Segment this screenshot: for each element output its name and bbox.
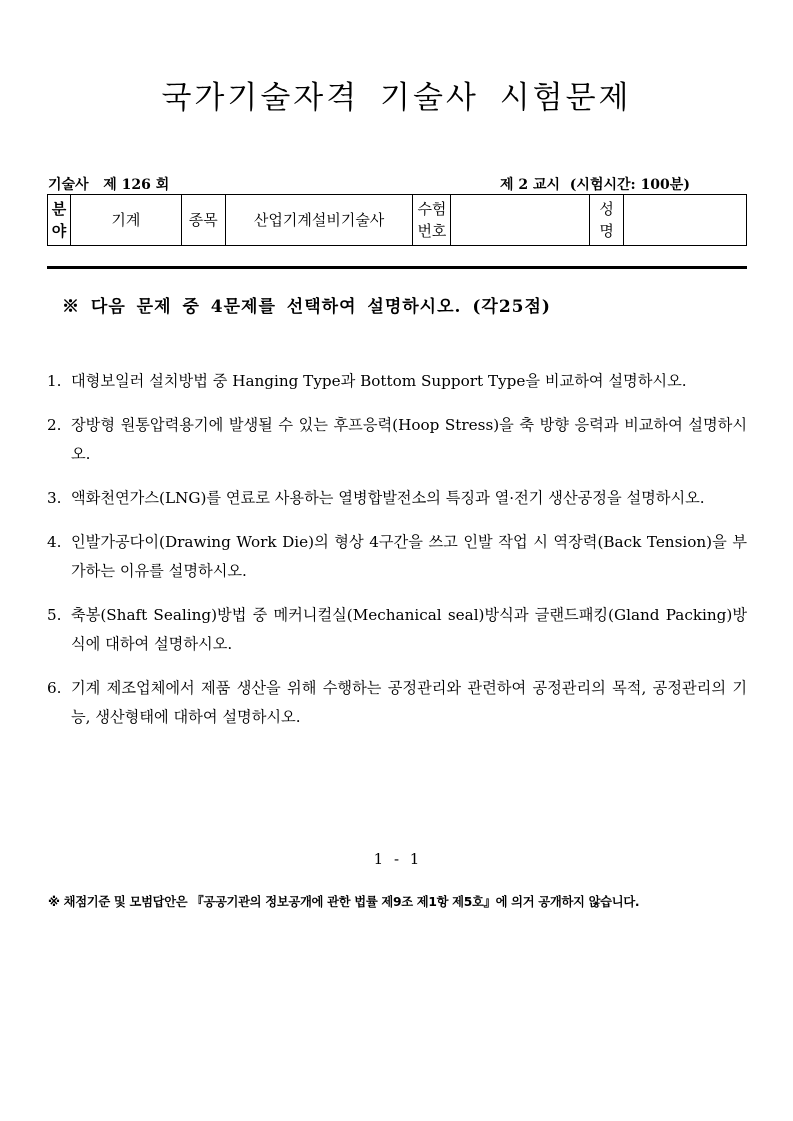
question-text: 대형보일러 설치방법 중 Hanging Type과 Bottom Support Type을 비교하여 설명하시오.: [71, 372, 687, 390]
question-item: [47, 528, 747, 586]
question-number: 3.: [47, 489, 62, 507]
question-number: 2.: [47, 416, 62, 434]
question-list: [47, 367, 747, 747]
question-text: 인발가공다이(Drawing Work Die)의 형상 4구간을 쓰고 인발 작업 시 역장력(Back Tension)을 부가하는 이유를 설명하시오.: [71, 533, 747, 580]
name-label-line2: 명: [599, 222, 614, 240]
name-field[interactable]: [624, 195, 747, 246]
question-text: 장방형 원통압력용기에 발생될 수 있는 후프응력(Hoop Stress)을 축 방향 응력과 비교하여 설명하시오.: [71, 416, 747, 463]
exam-info-table: [47, 194, 747, 246]
question-item: [47, 674, 747, 732]
question-number: 1.: [47, 372, 62, 390]
name-label-line1: 성: [599, 200, 614, 218]
question-number: 4.: [47, 533, 62, 551]
question-text: 축봉(Shaft Sealing)방법 중 메커니컬실(Mechanical seal)방식과 글랜드패킹(Gland Packing)방식에 대하여 설명하시오.: [71, 606, 747, 653]
page-number: 1 - 1: [373, 850, 420, 868]
question-number: 5.: [47, 606, 62, 624]
exam-period: 제 2 교시 (시험시간: 100분): [500, 177, 690, 193]
question-item: [47, 411, 747, 469]
category-label: 종목: [181, 195, 225, 246]
question-text: 액화천연가스(LNG)를 연료로 사용하는 열병합발전소의 특징과 열·전기 생산공정을 설명하시오.: [71, 489, 705, 507]
question-number: 6.: [47, 679, 62, 697]
field-label: [48, 195, 71, 246]
divider: [47, 266, 747, 269]
footnote: ※ 채점기준 및 모범답안은 『공공기관의 정보공개에 관한 법률 제9조 제1항 제5호』에 의거 공개하지 않습니다.: [48, 895, 640, 909]
question-text: 기계 제조업체에서 제품 생산을 위해 수행하는 공정관리와 관련하여 공정관리의 목적, 공정관리의 기능, 생산형태에 대하여 설명하시오.: [71, 679, 747, 726]
name-label: [590, 195, 624, 246]
field-value: 기계: [70, 195, 181, 246]
question-item: [47, 484, 747, 513]
exam-number-label-line1: 수험: [417, 200, 447, 218]
instruction: ※ 다음 문제 중 4문제를 선택하여 설명하시오. (각25점): [62, 297, 551, 317]
exam-session: 기술사 제 126 회: [48, 177, 170, 193]
category-value: 산업기계설비기술사: [225, 195, 413, 246]
exam-title: 국가기술자격 기술사 시험문제: [161, 80, 632, 116]
exam-number-label-line2: 번호: [417, 222, 447, 240]
field-label-line2: 야: [51, 222, 67, 240]
exam-number-label: [413, 195, 451, 246]
exam-number-field[interactable]: [451, 195, 590, 246]
field-label-line1: 분: [51, 200, 67, 218]
question-item: [47, 367, 747, 396]
question-item: [47, 601, 747, 659]
